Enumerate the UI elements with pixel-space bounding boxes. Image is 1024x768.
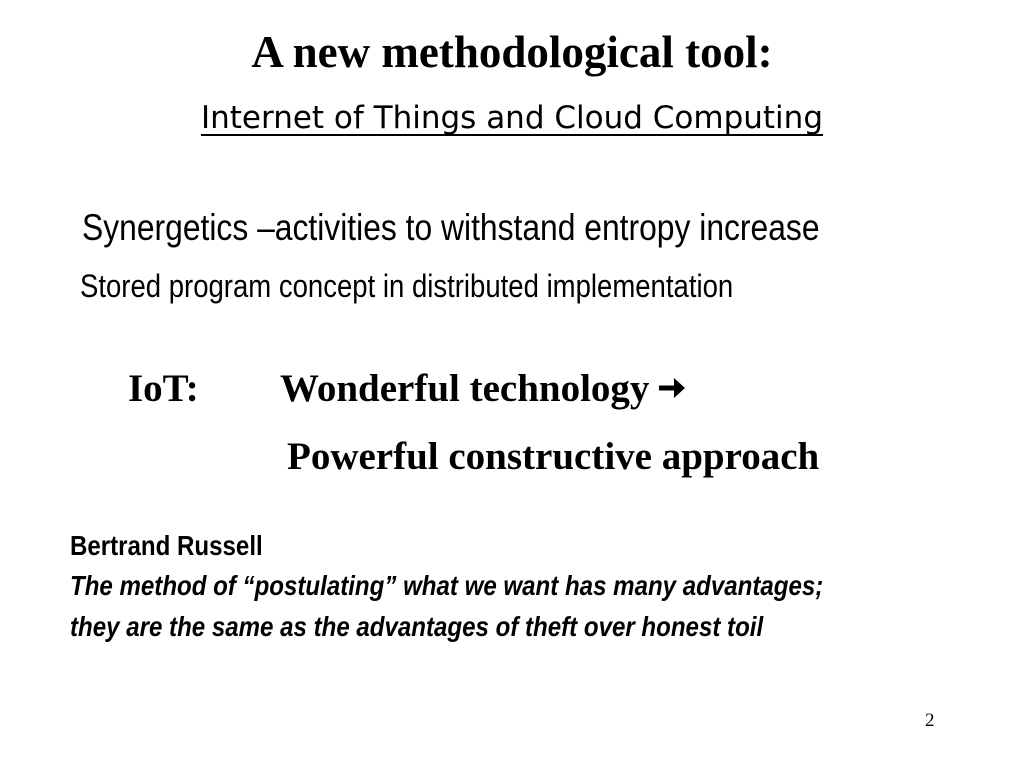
quote-line-1: The method of “postulating” what we want has many advantages; — [70, 570, 824, 601]
quote-author: Bertrand Russell — [70, 530, 263, 561]
slide-subtitle — [0, 97, 1024, 139]
quote-line-2: they are the same as the advantages of theft over honest toil — [70, 611, 764, 642]
iot-label: IoT: — [128, 367, 199, 410]
subtitle-text: Internet of Things and Cloud Computing — [200, 100, 823, 136]
page-number: 2 — [925, 710, 935, 731]
right-arrow-icon — [657, 363, 687, 415]
synergetics-text: Synergetics –activities to withstand entropy increase — [82, 207, 820, 248]
iot-line-1-text: Wonderful technology — [280, 367, 650, 410]
stored-program-text: Stored program concept in distributed implementation — [80, 268, 734, 304]
slide-title: A new methodological tool: — [251, 27, 773, 77]
iot-line-2: Powerful constructive approach — [287, 435, 820, 478]
iot-line-1 — [280, 363, 687, 415]
